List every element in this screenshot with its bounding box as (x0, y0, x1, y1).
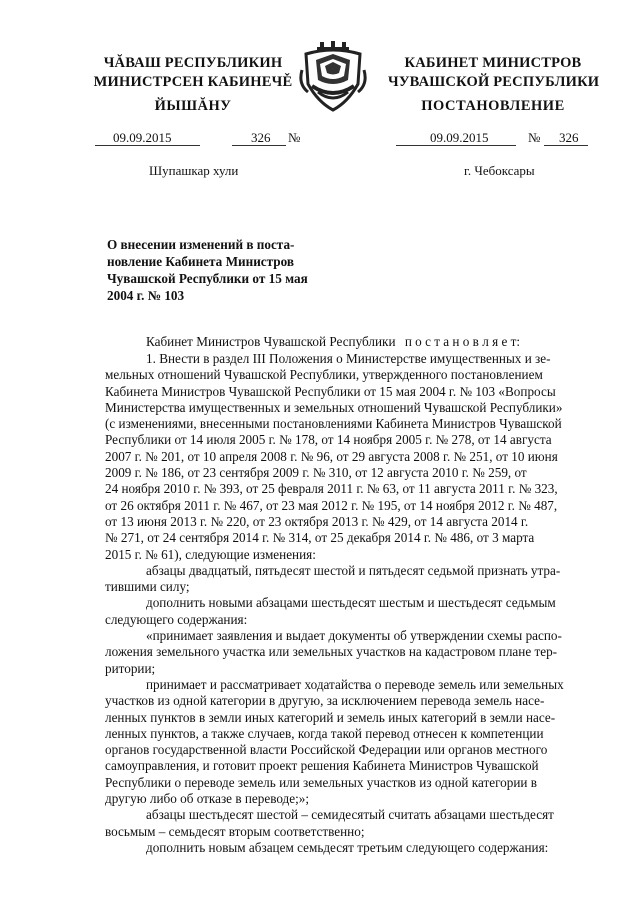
body-line: самоуправления, и готовит проект решения Кабинета Министров Чувашской (105, 758, 539, 774)
header-right (388, 54, 598, 92)
intro-text: Кабинет Министров Чувашской Республики (146, 334, 396, 349)
body-line: абзацы шестьдесят шестой – семидесятый считать абзацами шестьдесят (146, 807, 554, 823)
left-place: Шупашкар хули (149, 163, 239, 178)
chuvash-emblem-icon (298, 40, 368, 112)
body-line: тившими силу; (105, 579, 190, 595)
title-line: новление Кабинета Министров (107, 254, 295, 269)
body-line: органов государственной власти Российской Федерации или органов местного (105, 742, 548, 758)
body-line: следующего содержания: (105, 611, 248, 627)
body-line: Республики от 14 июля 2005 г. № 178, от 14 ноября 2005 г. № 278, от 14 августа (105, 432, 552, 448)
header-left-kind: ЙЫШĂНУ (154, 98, 232, 114)
body-line: принимает и рассматривает ходатайства о переводе земель или земельных (146, 676, 564, 692)
right-place: г. Чебоксары (464, 163, 535, 178)
body-line: от 26 октября 2011 г. № 467, от 23 мая 2012 г. № 195, от 14 ноября 2012 г. № 487, (105, 497, 558, 513)
body-line: ленных пунктов в земли иных категорий и земель иных категорий в земли насе- (105, 709, 556, 725)
body-line: мельных отношений Чувашской Республики, утвержденного постановлением (105, 367, 543, 383)
body-line: 2007 г. № 201, от 10 апреля 2008 г. № 96, от 29 августа 2008 г. № 251, от 10 июня (105, 448, 558, 464)
body-line: от 13 июня 2013 г. № 220, от 23 октября 2013 г. № 429, от 14 августа 2014 г. (105, 513, 529, 529)
intro-verb: п о с т а н о в л я е т: (404, 334, 521, 349)
right-number-sign: № (528, 130, 541, 145)
header-right-kind: ПОСТАНОВЛЕНИЕ (421, 98, 565, 114)
body-line: ленных пунктов, а также случаев, когда такой перевод отнесен к компетенции (105, 725, 544, 741)
intro-line (146, 334, 520, 350)
title-line: О внесении изменений в поста- (107, 237, 295, 252)
body-line: ложения земельного участка или земельных участков на кадастровом плане тер- (105, 644, 558, 660)
right-number: 326 (559, 130, 579, 145)
body-line: абзацы двадцатый, пятьдесят шестой и пятьдесят седьмой признать утра- (146, 562, 561, 578)
body-line: № 271, от 24 сентября 2014 г. № 314, от 25 декабря 2014 г. № 486, от 3 марта (105, 530, 535, 546)
body-line: 24 ноября 2010 г. № 393, от 25 февраля 2011 г. № 63, от 11 августа 2011 г. № 323, (105, 481, 558, 497)
header-left (88, 54, 298, 92)
document-title (107, 236, 317, 304)
left-number-sign: № (288, 130, 301, 145)
body-line: (с изменениями, внесенными постановлениями Кабинета Министров Чувашской (105, 416, 562, 432)
body-line: восьмым – семьдесят вторым соответственно; (105, 823, 365, 839)
left-number: 326 (251, 130, 271, 145)
header-left-line-2: МИНИСТРСЕН КАБИНЕЧĚ (93, 74, 293, 90)
body-line: дополнить новыми абзацами шестьдесят шестым и шестьдесят седьмым (146, 595, 556, 611)
body-line: дополнить новым абзацем семьдесят третьим следующего содержания: (146, 839, 549, 855)
body-line: ритории; (105, 660, 156, 676)
document-body (105, 351, 598, 856)
body-line: Республики о переводе земель или земельных участков из одной категории в (105, 774, 538, 790)
body-line: участков из одной категории в другую, за исключением перевода земель насе- (105, 693, 545, 709)
body-line: «принимает заявления и выдает документы об утверждении схемы распо- (146, 628, 562, 644)
header-left-line-1: ЧĂВАШ РЕСПУБЛИКИН (103, 55, 283, 71)
body-line: другую либо об отказе в переводе;»; (105, 791, 310, 807)
body-line: Кабинета Министров Чувашской Республики от 15 мая 2004 г. № 103 «Вопросы (105, 383, 556, 399)
left-date: 09.09.2015 (113, 130, 172, 145)
right-date: 09.09.2015 (430, 130, 489, 145)
body-line: 1. Внести в раздел III Положения о Министерстве имущественных и зе- (146, 351, 551, 366)
header-right-line-2: ЧУВАШСКОЙ РЕСПУБЛИКИ (388, 74, 600, 90)
header-right-line-1: КАБИНЕТ МИНИСТРОВ (404, 55, 582, 71)
title-line: Чувашской Республики от 15 мая (107, 271, 308, 286)
body-line: Министерства имущественных и земельных отношений Чувашской Республики» (105, 399, 563, 415)
body-line: 2015 г. № 61), следующие изменения: (105, 546, 316, 562)
title-line: 2004 г. № 103 (107, 288, 185, 303)
body-line: 2009 г. № 186, от 23 сентября 2009 г. № 310, от 12 августа 2010 г. № 259, от (105, 465, 527, 481)
